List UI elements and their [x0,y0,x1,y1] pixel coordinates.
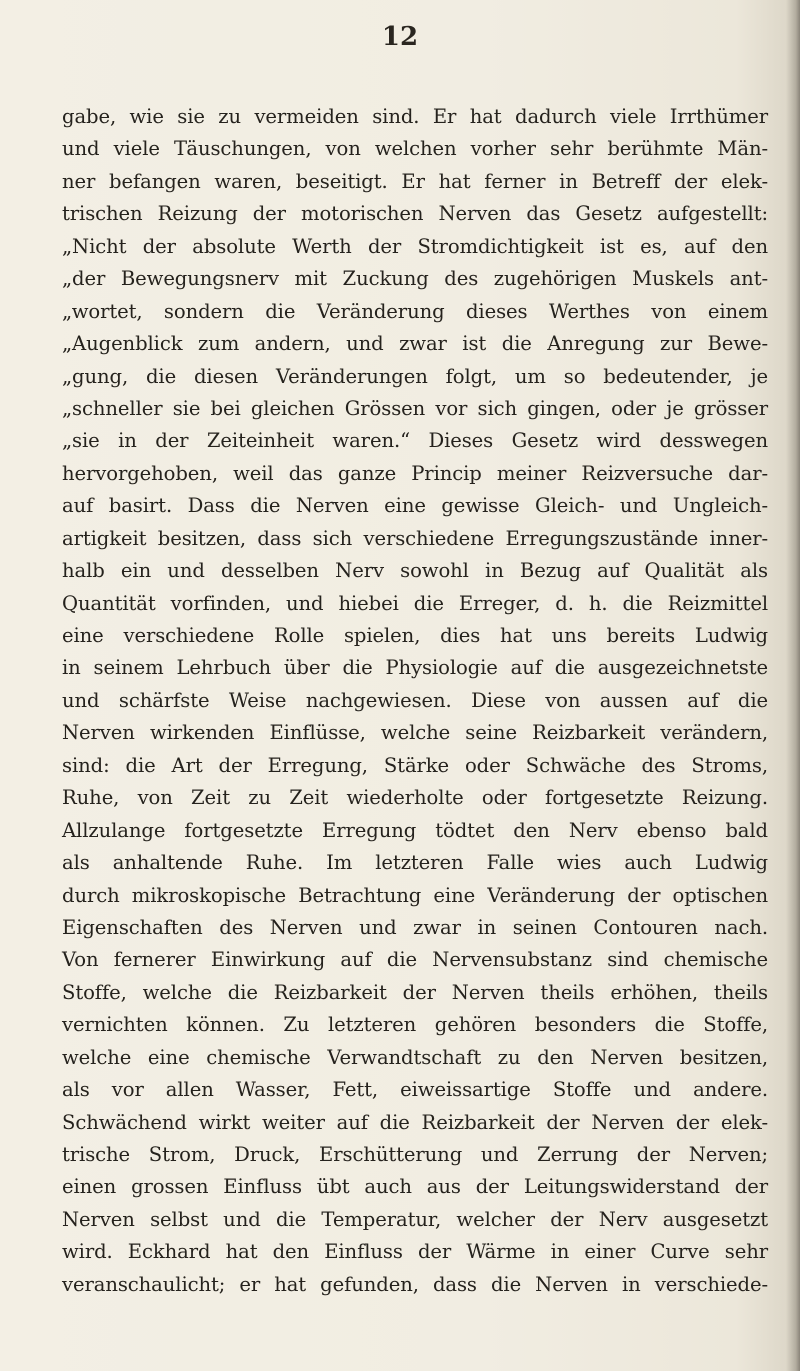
text-line: und schärfste Weise nachgewiesen. Diese von aussen auf die [62,688,768,712]
text-line: Nerven wirkenden Einflüsse, welche seine Reizbarkeit verändern, [62,721,768,745]
text-line: einen grossen Einfluss übt auch aus der Leitungswiderstand der [62,1175,768,1199]
text-line: Nerven selbst und die Temperatur, welcher der Nerv ausgesetzt [62,1207,768,1231]
text-line: und viele Täuschungen, von welchen vorher sehr berühmte Män- [62,137,768,161]
text-line: als anhaltende Ruhe. Im letzteren Falle wies auch Ludwig [62,851,768,875]
text-line: „schneller sie bei gleichen Grössen vor sich gingen, oder je grösser [62,396,768,420]
text-line: welche eine chemische Verwandtschaft zu den Nerven besitzen, [62,1045,768,1069]
text-line: Schwächend wirkt weiter auf die Reizbarkeit der Nerven der elek- [62,1110,768,1134]
text-line: „der Bewegungsnerv mit Zuckung des zugehörigen Muskels ant- [62,267,768,291]
text-line: „Augenblick zum andern, und zwar ist die Anregung zur Bewe- [62,332,768,356]
text-line: Allzulange fortgesetzte Erregung tödtet den Nerv ebenso bald [62,818,768,842]
text-line: „Nicht der absolute Werth der Stromdichtigkeit ist es, auf den [62,234,768,258]
text-line: hervorgehoben, weil das ganze Princip meiner Reizversuche dar- [62,461,768,485]
text-line: eine verschiedene Rolle spielen, dies hat uns bereits Ludwig [62,624,768,647]
text-line: „gung, die diesen Veränderungen folgt, um so bedeutender, je [62,364,768,388]
text-line: veranschaulicht; er hat gefunden, dass die Nerven in verschiede- [62,1272,768,1296]
text-line: Quantität vorfinden, und hiebei die Erreger, d. h. die Reizmittel [62,591,768,615]
text-line: ner befangen waren, beseitigt. Er hat ferner in Betreff der elek- [62,169,768,193]
text-line: vernichten können. Zu letzteren gehören besonders die Stoffe, [62,1013,768,1037]
text-line: Ruhe, von Zeit zu Zeit wiederholte oder fortgesetzte Reizung. [62,786,768,810]
text-line: als vor allen Wasser, Fett, eiweissartige Stoffe und andere. [62,1078,768,1102]
text-line: gabe, wie sie zu vermeiden sind. Er hat dadurch viele Irrthümer [62,105,768,128]
text-line: artigkeit besitzen, dass sich verschiedene Erregungszustände inner- [62,526,768,550]
page-number: 12 [381,22,419,52]
text-line: durch mikroskopische Betrachtung eine Veränderung der optischen [62,883,768,907]
text-line: Stoffe, welche die Reizbarkeit der Nerven theils erhöhen, theils [62,980,768,1004]
text-line: Eigenschaften des Nerven und zwar in seinen Contouren nach. [62,915,768,939]
text-line: halb ein und desselben Nerv sowohl in Bezug auf Qualität als [62,559,768,583]
text-line: sind: die Art der Erregung, Stärke oder Schwäche des Stroms, [62,753,768,777]
text-line: Von fernerer Einwirkung auf die Nervensubstanz sind chemische [62,948,768,972]
text-line: „wortet, sondern die Veränderung dieses Werthes von einem [62,299,768,323]
text-line: „sie in der Zeiteinheit waren.“ Dieses Gesetz wird desswegen [62,429,768,453]
text-line: trische Strom, Druck, Erschütterung und Zerrung der Nerven; [62,1143,768,1166]
text-line: in seinem Lehrbuch über die Physiologie auf die ausgezeichnetste [62,656,768,680]
text-line: trischen Reizung der motorischen Nerven das Gesetz aufgestellt: [62,202,768,226]
body-text [62,101,768,1301]
text-line: wird. Eckhard hat den Einfluss der Wärme in einer Curve sehr [62,1240,768,1264]
text-line: auf basirt. Dass die Nerven eine gewisse Gleich- und Ungleich- [62,494,768,518]
page-edge-shadow [786,0,800,1371]
